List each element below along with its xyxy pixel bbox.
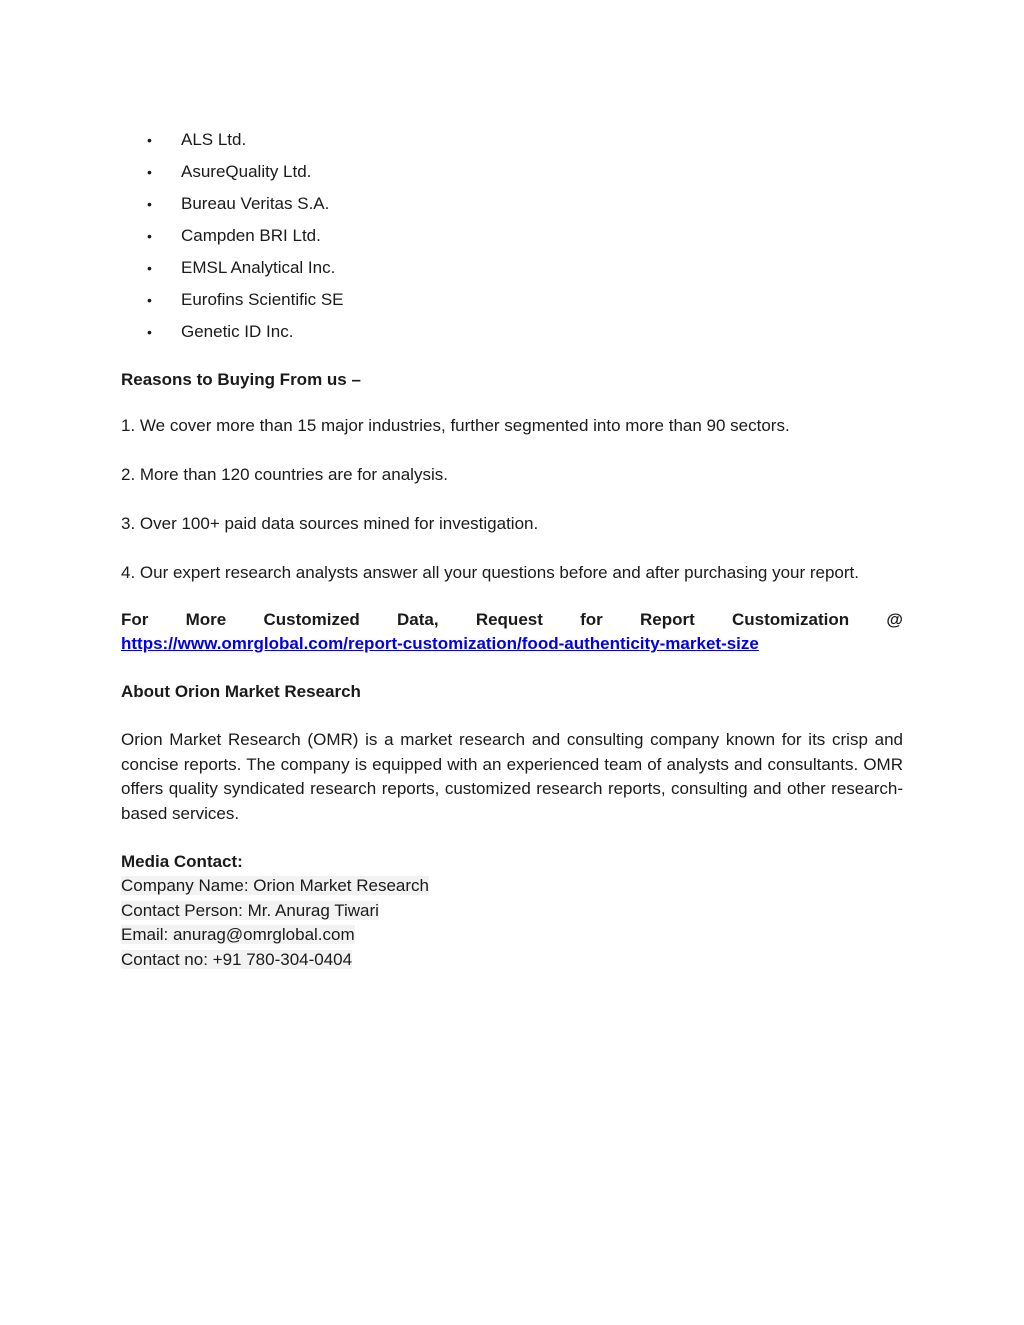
customization-paragraph xyxy=(121,608,903,656)
list-item: • Eurofins Scientific SE xyxy=(121,288,903,320)
contact-email: Email: anurag@omrglobal.com xyxy=(121,925,355,944)
bullet-icon: • xyxy=(147,260,152,276)
contact-phone: Contact no: +91 780-304-0404 xyxy=(121,949,353,969)
customization-line: For More Customized Data, Request for Report Customization @ xyxy=(121,610,903,629)
reason-item: 1. We cover more than 15 major industries, further segmented into more than 90 sectors. xyxy=(121,416,790,435)
reason-item: 2. More than 120 countries are for analysis. xyxy=(121,465,448,484)
bullet-icon: • xyxy=(147,132,152,148)
document-content xyxy=(121,128,903,972)
reasons-heading: Reasons to Buying From us – xyxy=(121,370,361,389)
list-item: • Bureau Veritas S.A. xyxy=(121,192,903,224)
bullet-icon: • xyxy=(147,164,152,180)
bullet-icon: • xyxy=(147,196,152,212)
list-item: • ALS Ltd. xyxy=(121,128,903,160)
contact-company: Company Name: Orion Market Research xyxy=(121,876,430,895)
reason-item: 4. Our expert research analysts answer all your questions before and after purchasing your report. xyxy=(121,563,859,582)
customization-link[interactable]: https://www.omrglobal.com/report-customization/food-authenticity-market-size xyxy=(121,634,759,653)
company-list xyxy=(121,128,903,352)
list-item: • Campden BRI Ltd. xyxy=(121,224,903,256)
about-paragraph: Orion Market Research (OMR) is a market research and consulting company known for its crisp and concise reports. The company is equipped with an experienced team of analysts and consultants. OMR offers quality syndicated research reports, customized research reports, consulting and other research-based services. xyxy=(121,730,903,823)
bullet-icon: • xyxy=(147,324,152,340)
about-heading: About Orion Market Research xyxy=(121,682,361,701)
reasons-list xyxy=(121,412,903,587)
list-item: • EMSL Analytical Inc. xyxy=(121,256,903,288)
media-contact-heading: Media Contact: xyxy=(121,852,243,871)
list-item: • Genetic ID Inc. xyxy=(121,320,903,352)
list-item: • AsureQuality Ltd. xyxy=(121,160,903,192)
bullet-icon: • xyxy=(147,228,152,244)
reason-item: 3. Over 100+ paid data sources mined for investigation. xyxy=(121,514,539,533)
bullet-icon: • xyxy=(147,292,152,308)
contact-person: Contact Person: Mr. Anurag Tiwari xyxy=(121,900,379,920)
